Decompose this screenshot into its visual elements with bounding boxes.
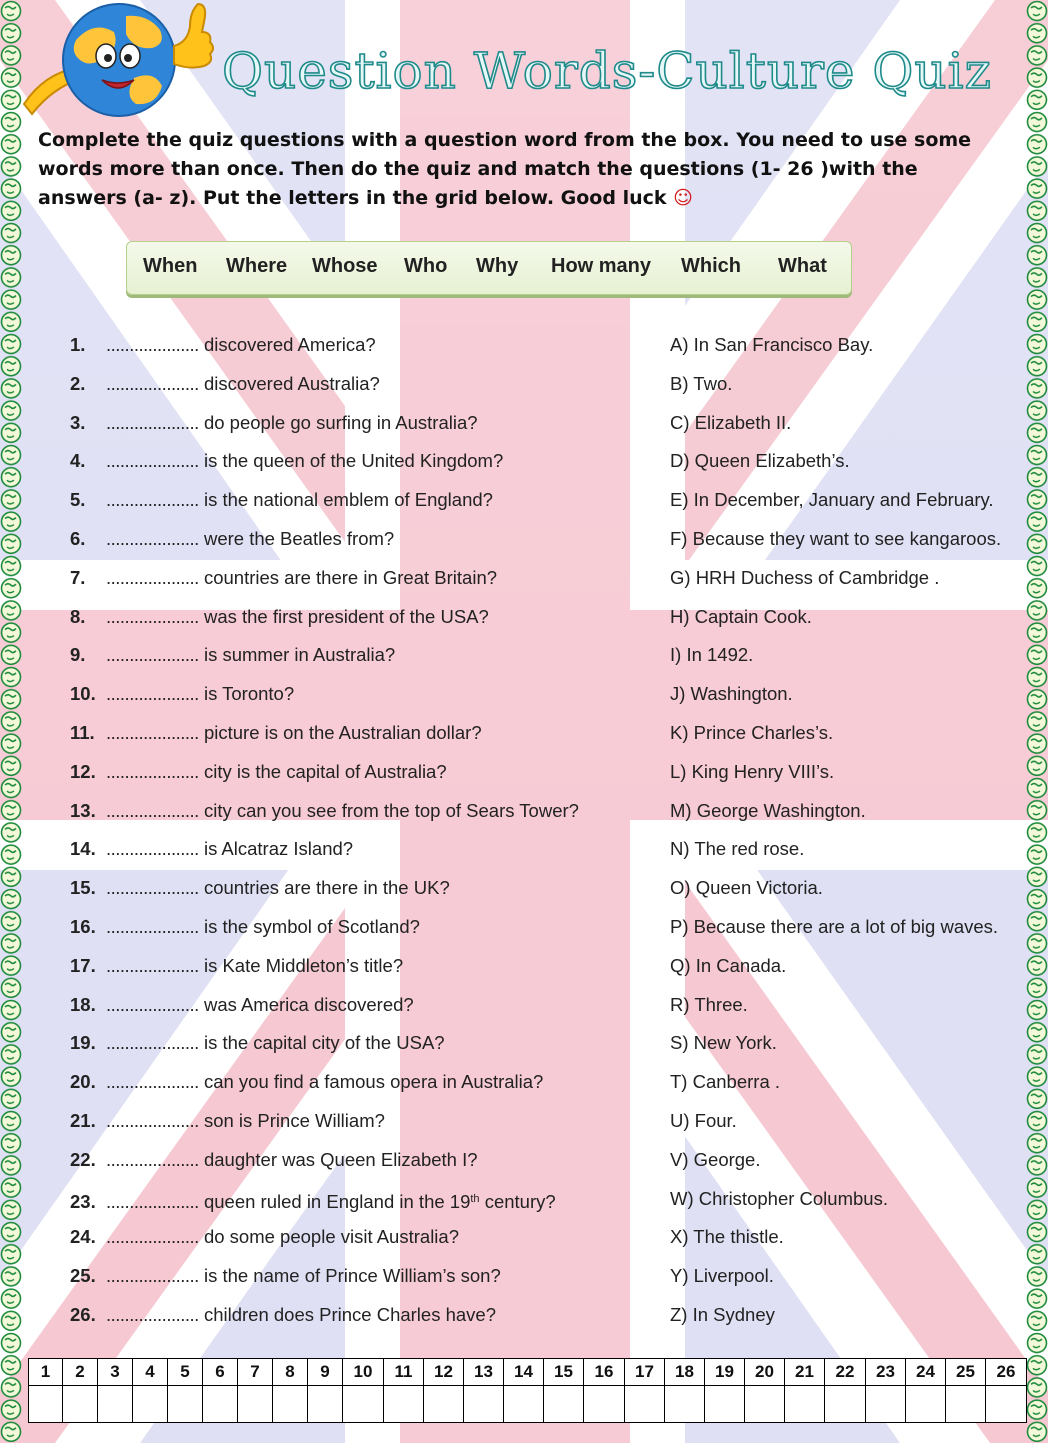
answer-option: T) Canberra . [670,1071,781,1093]
word-who: Who [404,255,448,277]
question-number: 25. [70,1265,96,1287]
question-text: is the national emblem of England? [203,489,493,511]
question-item [70,1302,650,1341]
answer-blank[interactable]: .................... [106,1071,199,1093]
grid-number: 11 [384,1359,424,1386]
grid-answer-cell[interactable] [308,1386,343,1423]
answer-option: I) In 1492. [670,644,754,666]
answer-option: F) Because they want to see kangaroos. [670,527,1002,549]
question-text: do some people visit Australia? [203,1226,459,1248]
answer-blank[interactable]: .................... [106,954,199,976]
question-number: 19. [70,1032,96,1054]
question-text: daughter was Queen Elizabeth I? [203,1148,478,1170]
question-text: city is the capital of Australia? [203,760,447,782]
answer-blank[interactable]: .................... [106,721,199,743]
instructions-text: Complete the quiz questions with a question word from the box. You need to use some words more than once. Then do the quiz and match the questions (1- 26 )with the answers (a- z). Put the letters in the grid below. Good luck [38,129,972,209]
question-text: queen ruled in England in the 19 [203,1190,471,1212]
question-item [70,642,650,681]
word-why: Why [476,255,519,277]
question-text: city can you see from the top of Sears Tower? [203,799,579,821]
question-text: son is Prince William? [203,1109,385,1131]
answer-option: U) Four. [670,1109,737,1131]
question-text: is the symbol of Scotland? [203,915,420,937]
question-number: 21. [70,1109,96,1131]
answer-option: O) Queen Victoria. [670,877,823,899]
question-text: discovered Australia? [203,372,380,394]
grid-number: 25 [946,1359,986,1386]
question-number: 14. [70,838,96,860]
question-number: 6. [70,527,86,549]
question-number: 26. [70,1303,96,1325]
instructions [38,126,998,213]
question-item [70,332,650,371]
question-item [70,526,650,565]
grid-answer-cell[interactable] [625,1386,665,1423]
question-text: children does Prince Charles have? [203,1303,497,1325]
question-item [70,798,650,837]
question-number: 5. [70,489,86,511]
answer-blank[interactable]: .................... [106,993,199,1015]
question-text: is the capital city of the USA? [203,1032,445,1054]
question-item [70,410,650,449]
answer-blank[interactable]: .................... [106,1190,199,1212]
grid-answer-cell[interactable] [665,1386,705,1423]
word-what: What [778,255,827,277]
question-number: 8. [70,605,86,627]
question-text: was the first president of the USA? [203,605,489,627]
word-when: When [143,255,198,277]
grid-number: 14 [504,1359,544,1386]
grid-answer-cell[interactable] [98,1386,133,1423]
question-item [70,836,650,875]
grid-answer-cell[interactable] [866,1386,906,1423]
question-text: is Toronto? [203,683,295,705]
question-item [70,992,650,1031]
question-item [70,1186,650,1225]
page-title: Question Words-Culture Quiz [222,42,992,100]
answer-blank[interactable]: .................... [106,1148,199,1170]
question-item [70,1108,650,1147]
question-item [70,487,650,526]
answer-blank[interactable]: .................... [106,605,199,627]
answer-blank[interactable]: .................... [106,1032,199,1054]
grid-answer-cell[interactable] [705,1386,745,1423]
answer-blank[interactable]: .................... [106,838,199,860]
grid-answer-cell[interactable] [384,1386,424,1423]
grid-number: 26 [986,1359,1027,1386]
question-number: 2. [70,372,86,394]
grid-answer-row [29,1386,1027,1423]
grid-answer-cell[interactable] [986,1386,1027,1423]
question-item [70,1224,650,1263]
grid-answer-cell[interactable] [424,1386,464,1423]
grid-number: 23 [866,1359,906,1386]
answer-option: E) In December, January and February. [670,489,994,511]
grid-number: 2 [63,1359,98,1386]
question-number: 7. [70,566,86,588]
question-number: 3. [70,411,86,433]
answer-option: C) Elizabeth II. [670,411,792,433]
grid-number: 5 [168,1359,203,1386]
globe-mascot-icon [14,0,214,118]
grid-answer-cell[interactable] [273,1386,308,1423]
grid-number: 7 [238,1359,273,1386]
grid-number: 1 [29,1359,63,1386]
answer-blank[interactable]: .................... [106,1265,199,1287]
question-number: 10. [70,683,96,705]
answer-option: S) New York. [670,1032,777,1054]
answer-blank[interactable]: .................... [106,527,199,549]
answer-option: P) Because there are a lot of big waves. [670,915,999,937]
grid-answer-cell[interactable] [63,1386,98,1423]
grid-number: 19 [705,1359,745,1386]
question-number: 17. [70,954,96,976]
question-list [70,332,650,1341]
answer-blank[interactable]: .................... [106,566,199,588]
answer-option: W) Christopher Columbus. [670,1187,888,1209]
answer-option: G) HRH Duchess of Cambridge . [670,566,940,588]
answer-list [670,332,1030,1341]
grid-number: 13 [464,1359,504,1386]
answer-blank[interactable]: .................... [106,877,199,899]
answer-option: X) The thistle. [670,1226,784,1248]
question-number: 16. [70,915,96,937]
grid-answer-cell[interactable] [825,1386,866,1423]
question-number: 11. [70,721,95,743]
answer-blank[interactable]: .................... [106,760,199,782]
question-text: picture is on the Australian dollar? [203,721,482,743]
question-item [70,914,650,953]
answer-option: A) In San Francisco Bay. [670,334,874,355]
question-text: do people go surfing in Australia? [203,411,478,433]
question-text: can you find a famous opera in Australia? [203,1071,544,1093]
question-text-end: century? [479,1190,556,1212]
question-word-box [126,241,852,295]
left-globe-border [0,0,22,1443]
grid-answer-cell[interactable] [168,1386,203,1423]
answer-option: V) George. [670,1148,761,1170]
question-item [70,681,650,720]
grid-number: 16 [584,1359,625,1386]
question-item [70,1263,650,1302]
answer-option: M) George Washington. [670,799,866,821]
question-item [70,875,650,914]
question-text: were the Beatles from? [203,527,395,549]
question-text: discovered America? [203,334,376,355]
answer-blank[interactable]: .................... [106,683,199,705]
question-item [70,1147,650,1186]
grid-number: 20 [745,1359,785,1386]
answer-option: D) Queen Elizabeth’s. [670,450,850,472]
ordinal-suffix: th [470,1192,480,1205]
question-item [70,565,650,604]
answer-blank[interactable]: .................... [106,1303,199,1325]
grid-number: 12 [424,1359,464,1386]
grid-answer-cell[interactable] [544,1386,584,1423]
answer-blank[interactable]: .................... [106,915,199,937]
question-text: countries are there in Great Britain? [203,566,498,588]
answer-blank[interactable]: .................... [106,489,199,511]
question-number: 15. [70,877,96,899]
answer-blank[interactable]: .................... [106,450,199,472]
grid-header-row [29,1359,1027,1386]
question-item [70,448,650,487]
grid-answer-cell[interactable] [745,1386,785,1423]
word-how-many: How many [551,255,652,277]
grid-number: 22 [825,1359,866,1386]
answer-blank[interactable]: .................... [106,372,199,394]
question-item [70,604,650,643]
question-number: 24. [70,1226,96,1248]
question-text: is the name of Prince William’s son? [203,1265,501,1287]
answer-option: B) Two. [670,372,733,394]
grid-answer-cell[interactable] [464,1386,504,1423]
answer-option: L) King Henry VIII’s. [670,760,835,782]
answer-blank[interactable]: .................... [106,411,199,433]
question-text: is the queen of the United Kingdom? [203,450,504,472]
question-item [70,720,650,759]
word-where: Where [226,255,288,277]
answer-option: Y) Liverpool. [670,1265,774,1287]
grid-number: 4 [133,1359,168,1386]
grid-answer-cell[interactable] [584,1386,625,1423]
question-number: 23. [70,1190,96,1212]
answer-grid [28,1358,1027,1423]
answer-blank[interactable]: .................... [106,799,199,821]
grid-answer-cell[interactable] [343,1386,384,1423]
question-item [70,953,650,992]
question-text: is summer in Australia? [203,644,396,666]
question-text: is Kate Middleton’s title? [203,954,404,976]
grid-number: 24 [906,1359,946,1386]
question-number: 1. [70,334,86,355]
grid-number: 8 [273,1359,308,1386]
question-item [70,1069,650,1108]
grid-answer-cell[interactable] [946,1386,986,1423]
answer-blank[interactable]: .................... [106,334,199,355]
grid-answer-cell[interactable] [203,1386,238,1423]
answer-option: Q) In Canada. [670,954,787,976]
grid-answer-cell[interactable] [785,1386,825,1423]
grid-answer-cell[interactable] [238,1386,273,1423]
grid-answer-cell[interactable] [906,1386,946,1423]
question-text: countries are there in the UK? [203,877,450,899]
answer-blank[interactable]: .................... [106,1109,199,1131]
answer-option: R) Three. [670,993,748,1015]
grid-number: 10 [343,1359,384,1386]
question-number: 20. [70,1071,96,1093]
word-which: Which [681,255,741,277]
question-text: is Alcatraz Island? [203,838,354,860]
grid-number: 9 [308,1359,343,1386]
answer-option: H) Captain Cook. [670,605,812,627]
question-number: 13. [70,799,96,821]
grid-answer-cell[interactable] [504,1386,544,1423]
grid-answer-cell[interactable] [133,1386,168,1423]
question-text: was America discovered? [203,993,414,1015]
answer-blank[interactable]: .................... [106,1226,199,1248]
grid-number: 18 [665,1359,705,1386]
question-item [70,759,650,798]
question-number: 4. [70,450,86,472]
answer-option: N) The red rose. [670,838,805,860]
question-number: 22. [70,1148,96,1170]
answer-option: Z) In Sydney [670,1303,775,1325]
question-number: 12. [70,760,96,782]
question-item [70,371,650,410]
question-item [70,1030,650,1069]
answer-option: J) Washington. [670,683,793,705]
grid-number: 6 [203,1359,238,1386]
smiley-icon: ☺ [673,187,693,209]
grid-number: 21 [785,1359,825,1386]
word-whose: Whose [312,255,378,277]
grid-number: 17 [625,1359,665,1386]
grid-answer-cell[interactable] [29,1386,63,1423]
grid-number: 3 [98,1359,133,1386]
question-number: 18. [70,993,96,1015]
grid-number: 15 [544,1359,584,1386]
answer-blank[interactable]: .................... [106,644,199,666]
question-number: 9. [70,644,86,666]
answer-option: K) Prince Charles’s. [670,721,834,743]
